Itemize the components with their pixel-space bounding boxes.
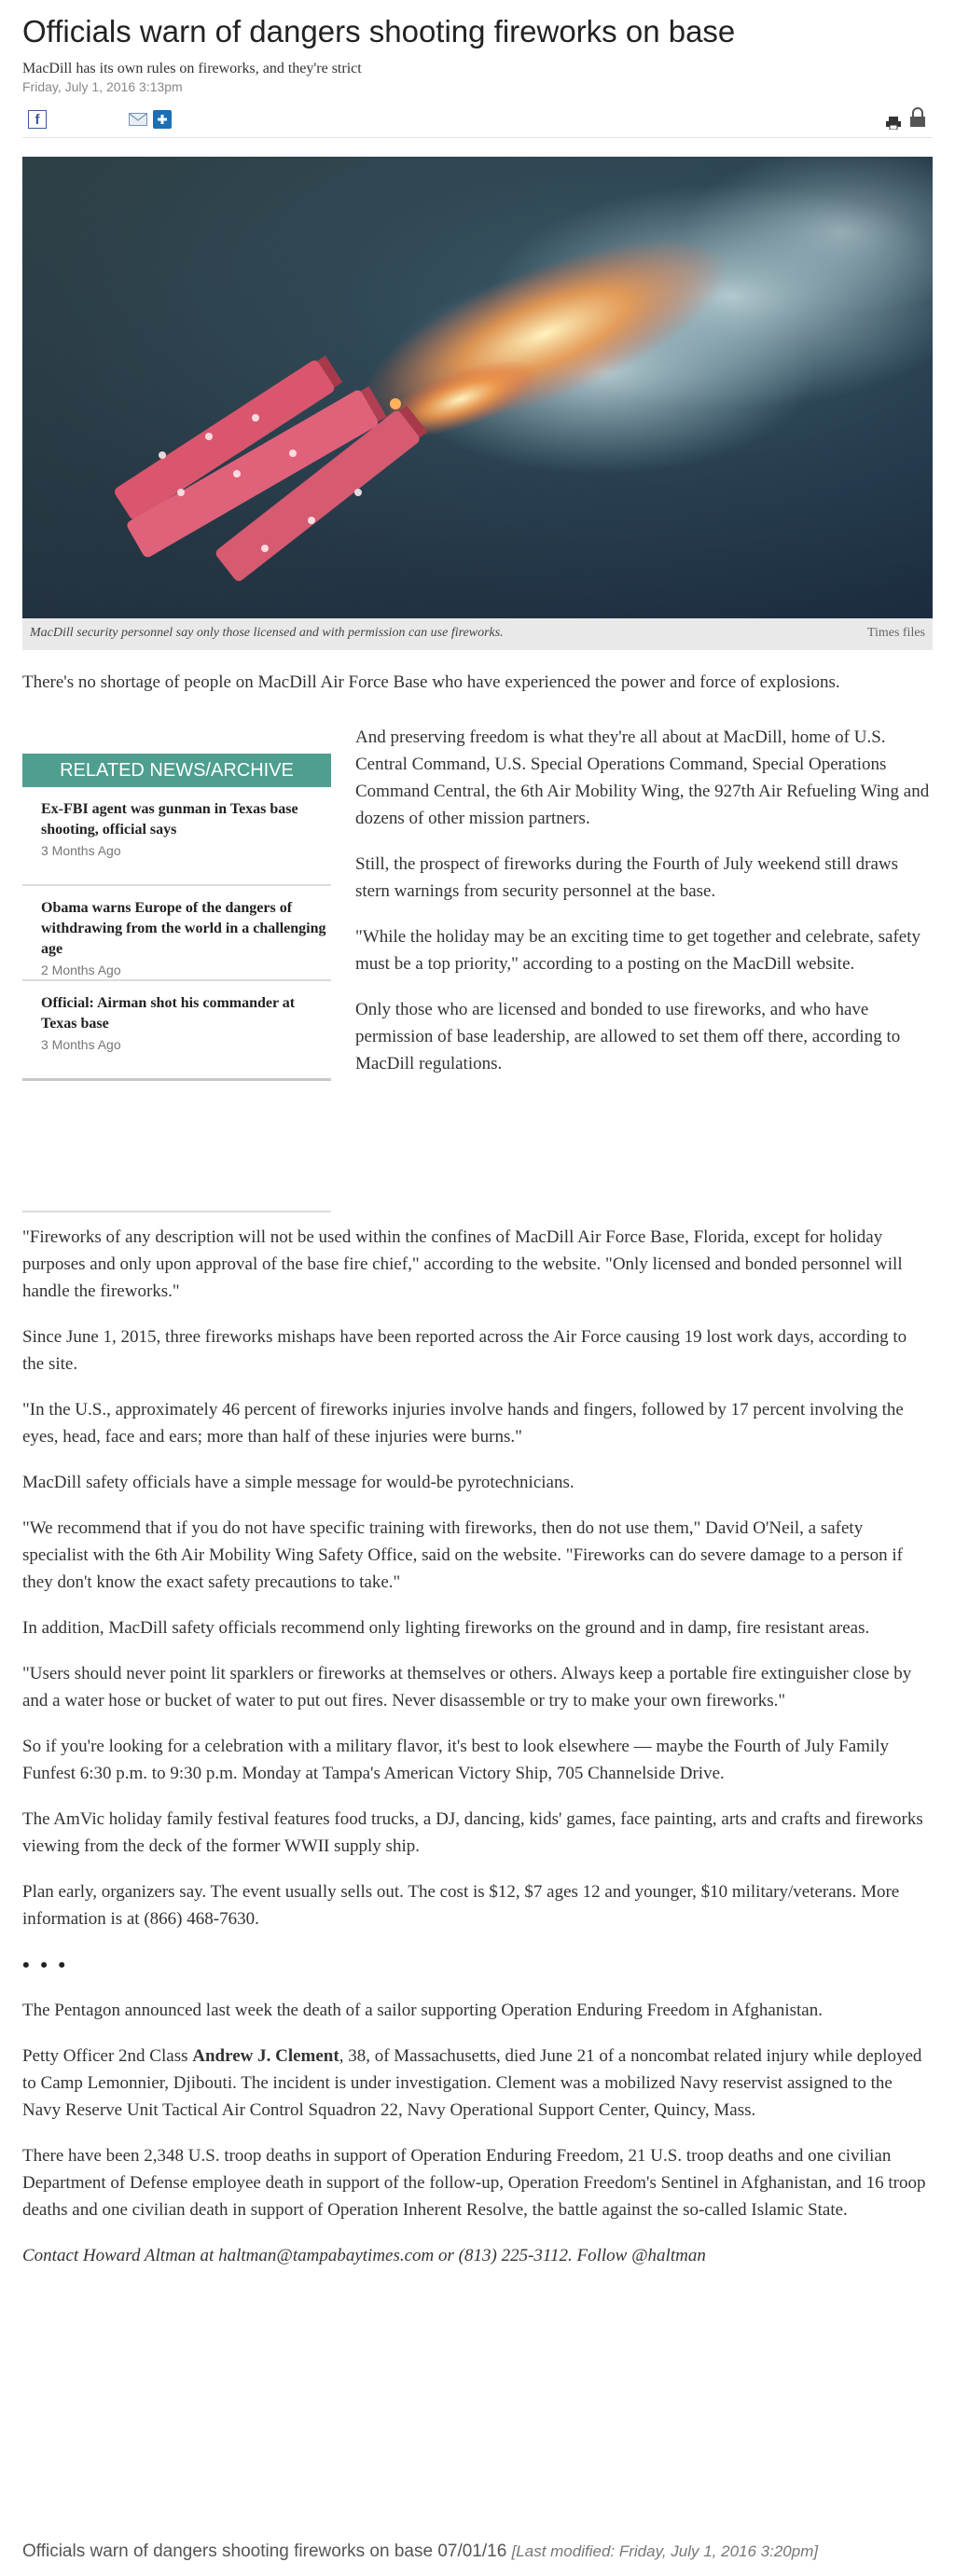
article-body	[22, 1224, 933, 2269]
photo-caption	[22, 618, 933, 650]
photo-credit: Times files	[866, 626, 925, 640]
sidebar-and-text	[22, 722, 933, 1224]
paragraph: The AmVic holiday family festival features food trucks, a DJ, dancing, kids' games, face painting, arts and crafts and fireworks viewing from the deck of the former WWII supply ship.	[22, 1809, 923, 1856]
paragraph: In addition, MacDill safety officials recommend only lighting fireworks on the ground and in damp, fire resistant areas.	[22, 1618, 870, 1638]
paragraph: "We recommend that if you do not have specific training with fireworks, then do not use them," David O'Neil, a safety specialist with the 6th Air Mobility Wing Safety Office, said on the website. "Fireworks can do severe damage to a person if they don't know the exact safety precautions to take."	[22, 1518, 903, 1592]
related-news-sidebar	[22, 722, 331, 1081]
paragraph: There have been 2,348 U.S. troop deaths in support of Operation Enduring Freedom, 21 U.S. troop deaths and one civilian Department of Defense employee death in support of the follow-up, Operation Freedom's Sentinel in Afghanistan, and 16 troop deaths and one civilian death in support of Operation Inherent Resolve, the battle against the so-called Islamic State.	[22, 2146, 926, 2220]
page-footer	[22, 2541, 818, 2562]
paragraph: Only those who are licensed and bonded to use fireworks, and who have permission of base leadership, are allowed to set them off there, according to MacDill regulations.	[355, 1000, 901, 1073]
paragraph: The Pentagon announced last week the death of a sailor supporting Operation Enduring Freedom in Afghanistan.	[22, 2001, 823, 2020]
facebook-icon[interactable]: f	[28, 110, 47, 129]
share-toolbar	[22, 101, 933, 138]
related-item-age: 3 Months Ago	[41, 1037, 121, 1052]
paragraph: "Fireworks of any description will not be used within the confines of MacDill Air Force Base, Florida, except for holiday purposes and only upon approval of the base fire chief," according to the website. "Only licensed and bonded personnel will handle the fireworks."	[22, 1227, 903, 1301]
related-item[interactable]	[22, 886, 331, 981]
paragraph: "In the U.S., approximately 46 percent of fireworks injuries involve hands and fingers, followed by 17 percent involving the eyes, head, face and ears; more than half of these injuries were burns."	[22, 1400, 904, 1447]
print-icon[interactable]	[885, 114, 904, 132]
text-run: , 38, of Massachusetts, died June 21 of a noncombat related injury while deployed to Camp Lemonnier, Djibouti. The incident is under investigation. Clement was a mobilized Navy reservist assigned to the Navy Reserve Unit Tactical Air Control Squadron 22, Navy Operational Support Center, Quincy, Mass.	[22, 2046, 922, 2120]
add-share-icon[interactable]	[153, 110, 172, 129]
fireworks-illustration	[22, 157, 933, 618]
paragraph: Since June 1, 2015, three fireworks mishaps have been reported across the Air Force causing 19 lost work days, according to the site.	[22, 1327, 907, 1374]
related-item[interactable]	[22, 981, 331, 1081]
email-icon[interactable]	[129, 110, 147, 129]
related-item-title[interactable]: Ex-FBI agent was gunman in Texas base shooting, official says	[41, 801, 298, 838]
paragraph: Plan early, organizers say. The event usually sells out. The cost is $12, $7 ages 12 and younger, $10 military/veterans. More information is at (866) 468-7630.	[22, 1882, 900, 1929]
lock-icon[interactable]	[908, 108, 927, 127]
lede-paragraph: There's no shortage of people on MacDill Air Force Base who have experienced the power and force of explosions.	[22, 672, 840, 692]
text-run: Petty Officer 2nd Class	[22, 2046, 193, 2066]
paragraph: Still, the prospect of fireworks during the Fourth of July weekend still draws stern warnings from security personnel at the base.	[355, 854, 899, 901]
paragraph: "Users should never point lit sparklers or fireworks at themselves or others. Always keep a portable fire extinguisher close by and a water hose or bucket of water to put out fires. Never disassemble or try to make your own fireworks."	[22, 1664, 912, 1710]
paragraph: "While the holiday may be an exciting time to get together and celebrate, safety must be a top priority," according to a posting on the MacDill website.	[355, 927, 921, 974]
article-text-column	[355, 722, 933, 1096]
related-item[interactable]	[22, 787, 331, 886]
clement-paragraph	[22, 2043, 933, 2124]
contact-line: Contact Howard Altman at haltman@tampabaytimes.com or (813) 225-3112. Follow @haltman	[22, 2246, 706, 2265]
sailor-name: Andrew J. Clement	[192, 2046, 339, 2066]
related-item-age: 3 Months Ago	[41, 843, 121, 858]
related-item-title[interactable]: Obama warns Europe of the dangers of withdrawing from the world in a challenging age	[41, 900, 326, 957]
dateline: Friday, July 1, 2016 3:13pm	[22, 79, 183, 94]
section-separator: • • •	[22, 1953, 69, 1976]
fireworks-photo	[22, 157, 933, 618]
headline: Officials warn of dangers shooting fireworks on base	[22, 14, 736, 48]
footer-title: Officials warn of dangers shooting fireworks on base 07/01/16	[22, 2541, 507, 2561]
last-modified: [Last modified: Friday, July 1, 2016 3:20pm]	[511, 2542, 819, 2560]
related-news-heading: RELATED NEWS/ARCHIVE	[22, 754, 331, 787]
related-item-title[interactable]: Official: Airman shot his commander at Texas base	[41, 995, 296, 1032]
paragraph: And preserving freedom is what they're all about at MacDill, home of U.S. Central Command, U.S. Special Operations Command, Special Operations Command Central, the 6th Air Mobility Wing, the 927th Air Refueling Wing and dozens of other mission partners.	[355, 727, 930, 828]
caption-text: MacDill security personnel say only those licensed and with permission can use fireworks.	[30, 626, 504, 640]
paragraph: So if you're looking for a celebration with a military flavor, it's best to look elsewhere — maybe the Fourth of July Family Funfest 6:30 p.m. to 9:30 p.m. Monday at Tampa's American Victory Ship, 705 Channelside Drive.	[22, 1737, 889, 1783]
sidebar-divider	[22, 1211, 331, 1212]
paragraph: MacDill safety officials have a simple message for would-be pyrotechnicians.	[22, 1473, 574, 1492]
subheadline: MacDill has its own rules on fireworks, and they're strict	[22, 61, 362, 76]
related-item-age: 2 Months Ago	[41, 963, 121, 977]
